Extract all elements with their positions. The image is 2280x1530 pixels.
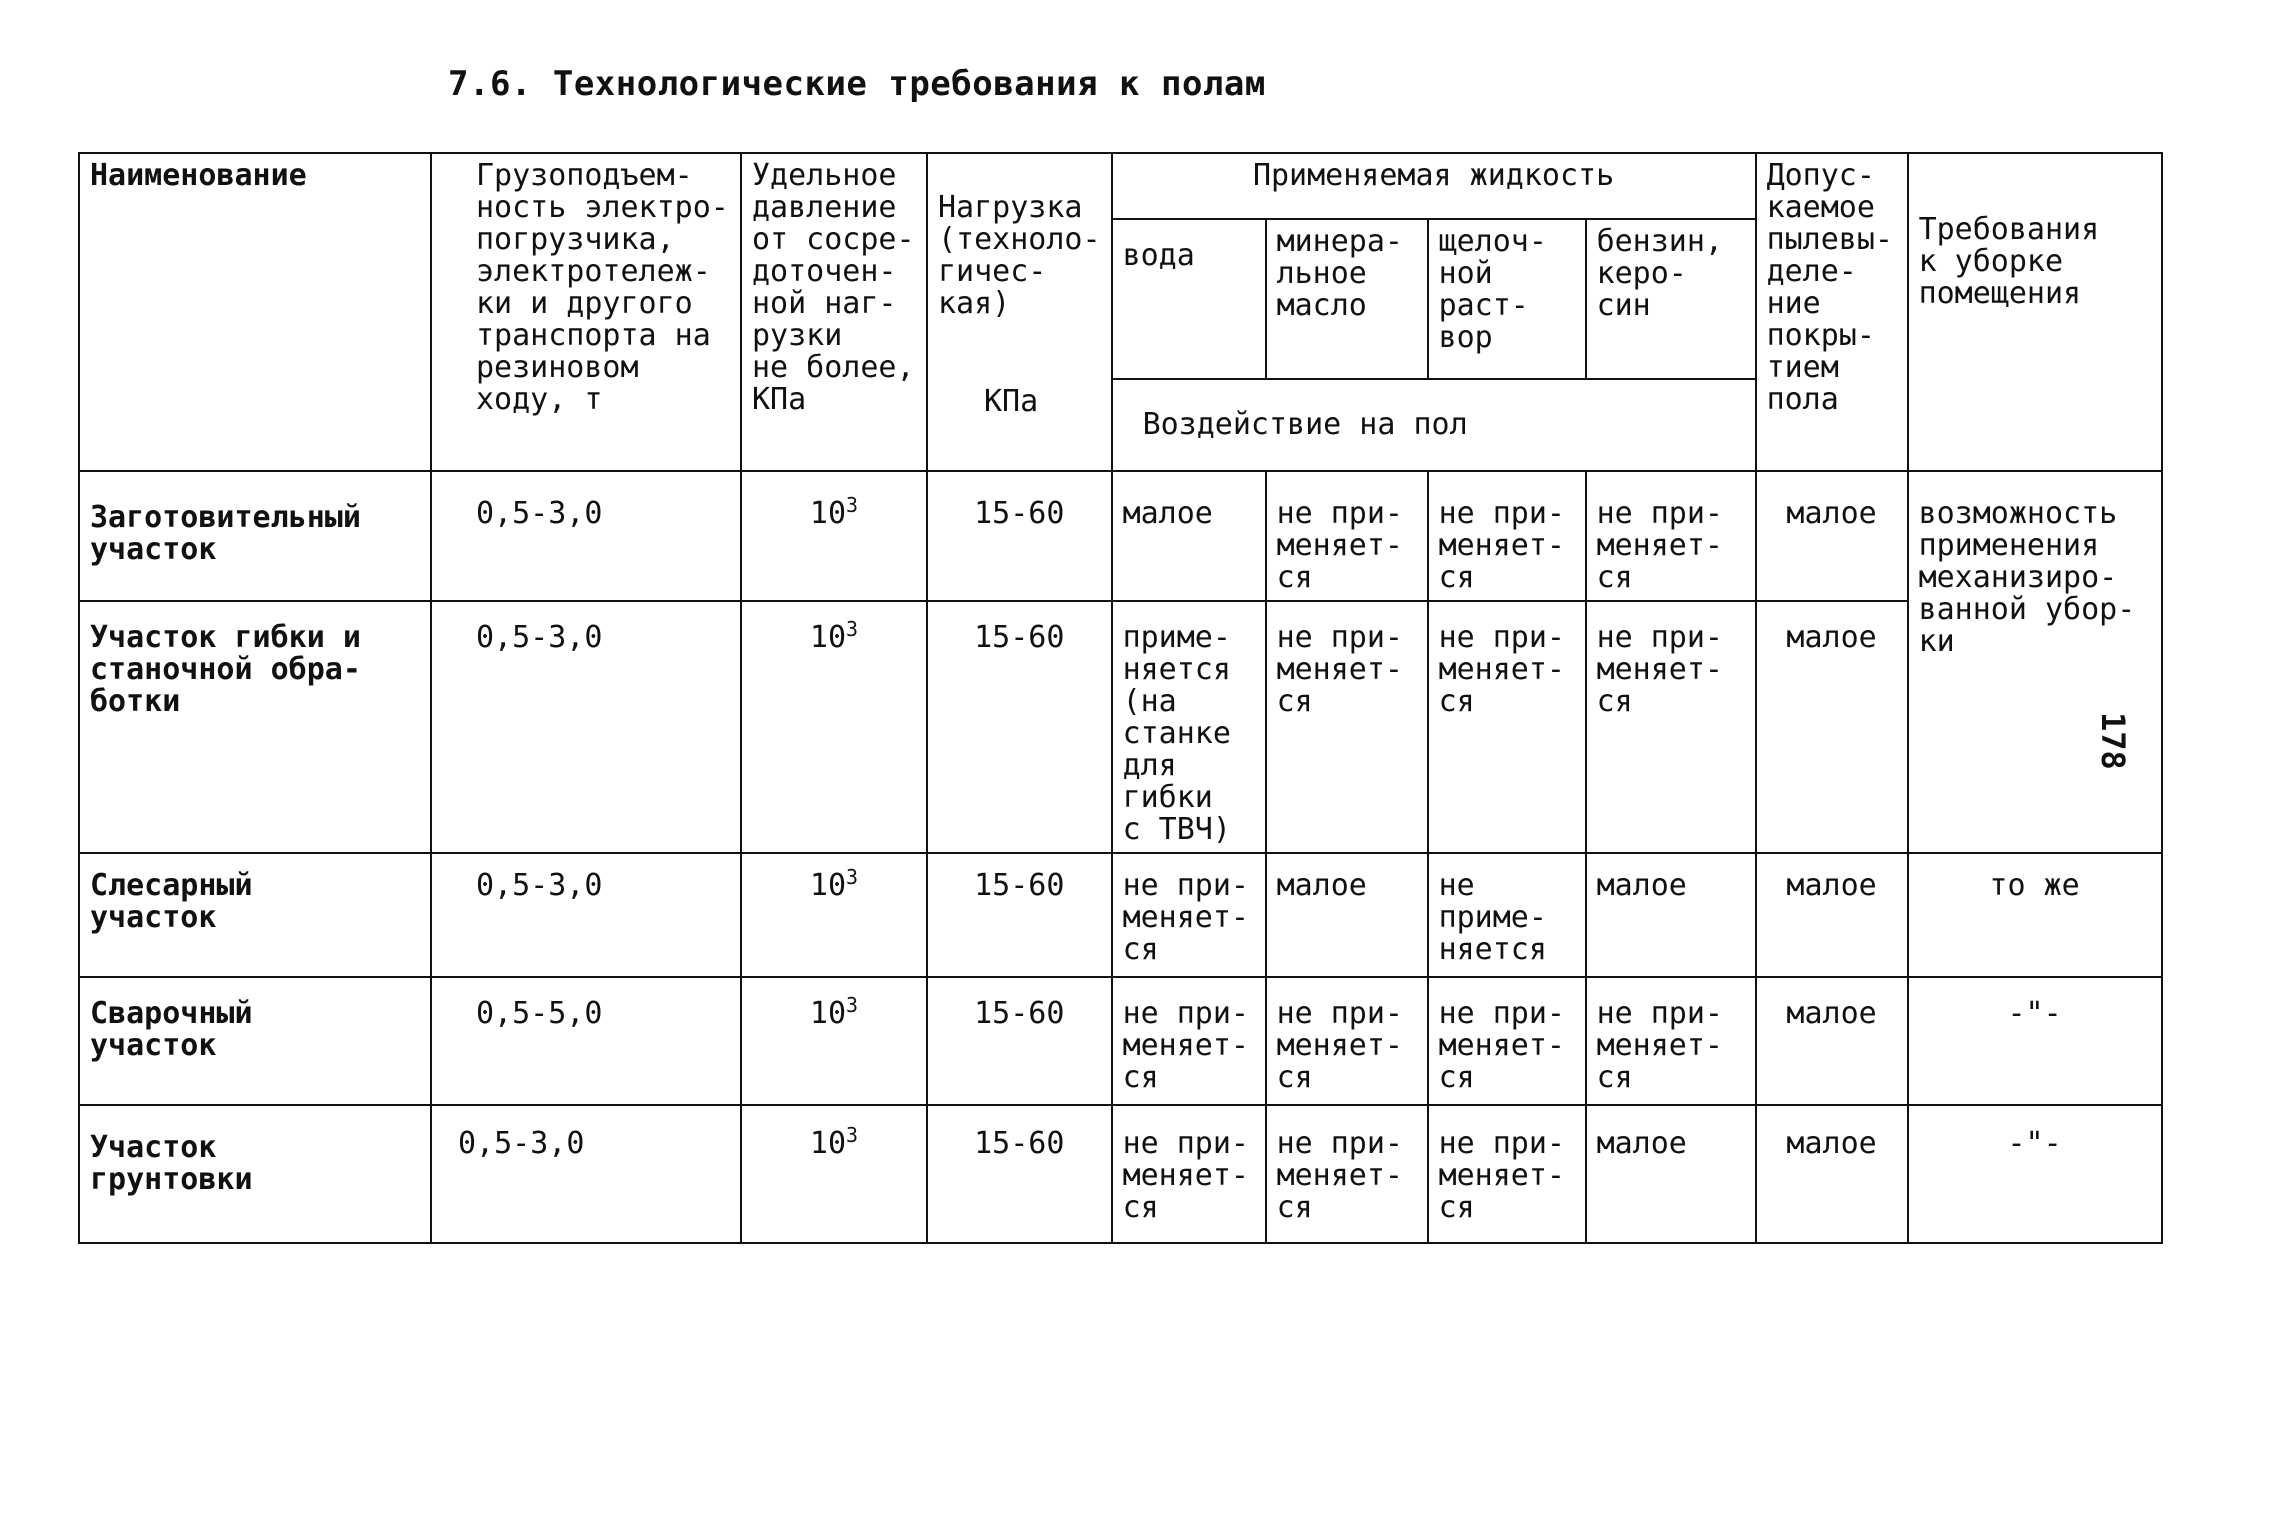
row-petrol: малое xyxy=(1586,1105,1756,1243)
header-load-text: Нагрузка (техноло- гичес- кая) xyxy=(938,190,1101,321)
header-fluid-alkali: щелоч- ной раст- вор xyxy=(1428,219,1586,379)
row-cleaning: то же xyxy=(1908,853,2162,977)
row-capacity: 0,5-3,0 xyxy=(431,471,741,601)
row-alkali: не приме- няется xyxy=(1428,853,1586,977)
header-fluid-petrol: бензин, керо- син xyxy=(1586,219,1756,379)
row-petrol: не при- меняет- ся xyxy=(1586,471,1756,601)
row-dust: малое xyxy=(1756,977,1908,1105)
pressure-base: 10 xyxy=(809,620,847,655)
pressure-base: 10 xyxy=(809,868,847,903)
row-pressure xyxy=(741,977,927,1105)
row-pressure xyxy=(741,1105,927,1243)
table-row xyxy=(79,471,2162,601)
row-capacity: 0,5-3,0 xyxy=(431,1105,741,1243)
pressure-exponent: 3 xyxy=(846,493,859,517)
pressure-exponent: 3 xyxy=(846,617,859,641)
row-dust: малое xyxy=(1756,471,1908,601)
row-load: 15-60 xyxy=(927,471,1112,601)
row-alkali: не при- меняет- ся xyxy=(1428,1105,1586,1243)
row-name: Сварочный участок xyxy=(79,977,431,1105)
page-number: 178 xyxy=(2094,712,2132,770)
row-dust: малое xyxy=(1756,601,1908,853)
table-row xyxy=(79,977,2162,1105)
row-capacity: 0,5-5,0 xyxy=(431,977,741,1105)
page-title: 7.6. Технологические требования к полам xyxy=(448,64,1266,104)
header-fluid-oil: минера- льное масло xyxy=(1266,219,1428,379)
row-cleaning: -"- xyxy=(1908,977,2162,1105)
row-load: 15-60 xyxy=(927,1105,1112,1243)
floor-requirements-table xyxy=(78,152,2163,1244)
row-load: 15-60 xyxy=(927,977,1112,1105)
row-dust: малое xyxy=(1756,1105,1908,1243)
row-alkali: не при- меняет- ся xyxy=(1428,977,1586,1105)
row-pressure xyxy=(741,471,927,601)
row-name: Заготовительный участок xyxy=(79,471,431,601)
header-dust: Допус- каемое пылевы- деле- ние покры- тием пола xyxy=(1756,153,1908,471)
row-cleaning: -"- xyxy=(1908,1105,2162,1243)
header-name: Наименование xyxy=(79,153,431,471)
row-load: 15-60 xyxy=(927,853,1112,977)
row-petrol: малое xyxy=(1586,853,1756,977)
row-water: не при- меняет- ся xyxy=(1112,1105,1266,1243)
row-oil: не при- меняет- ся xyxy=(1266,1105,1428,1243)
pressure-exponent: 3 xyxy=(846,993,859,1017)
row-alkali: не при- меняет- ся xyxy=(1428,471,1586,601)
row-load: 15-60 xyxy=(927,601,1112,853)
pressure-exponent: 3 xyxy=(846,865,859,889)
header-fluid-group: Применяемая жидкость xyxy=(1112,153,1756,219)
row-capacity: 0,5-3,0 xyxy=(431,601,741,853)
row-water: малое xyxy=(1112,471,1266,601)
row-dust: малое xyxy=(1756,853,1908,977)
row-oil: не при- меняет- ся xyxy=(1266,601,1428,853)
header-pressure: Удельное давление от сосре- доточен- ной наг- рузки не более, КПа xyxy=(741,153,927,471)
pressure-exponent: 3 xyxy=(846,1123,859,1147)
header-impact: Воздействие на пол xyxy=(1112,379,1756,471)
row-oil: не при- меняет- ся xyxy=(1266,977,1428,1105)
table-row xyxy=(79,853,2162,977)
row-name: Участок грунтовки xyxy=(79,1105,431,1243)
row-water: приме- няется (на станке для гибки с ТВЧ) xyxy=(1112,601,1266,853)
header-cleaning: Требования к уборке помещения xyxy=(1908,153,2162,471)
row-name: Слесарный участок xyxy=(79,853,431,977)
header-load-unit: КПа xyxy=(984,384,1039,419)
row-petrol: не при- меняет- ся xyxy=(1586,601,1756,853)
table-row xyxy=(79,601,2162,853)
row-pressure xyxy=(741,601,927,853)
row-petrol: не при- меняет- ся xyxy=(1586,977,1756,1105)
header-fluid-water: вода xyxy=(1112,219,1266,379)
row-alkali: не при- меняет- ся xyxy=(1428,601,1586,853)
row-cleaning: возможность применения механизиро- ванной убор- ки xyxy=(1908,471,2162,853)
pressure-base: 10 xyxy=(809,996,847,1031)
header-row-1 xyxy=(79,153,2162,219)
row-oil: не при- меняет- ся xyxy=(1266,471,1428,601)
header-load xyxy=(927,153,1112,471)
row-name: Участок гибки и станочной обра- ботки xyxy=(79,601,431,853)
pressure-base: 10 xyxy=(809,496,847,531)
pressure-base: 10 xyxy=(809,1126,847,1161)
row-water: не при- меняет- ся xyxy=(1112,977,1266,1105)
row-capacity: 0,5-3,0 xyxy=(431,853,741,977)
table-row xyxy=(79,1105,2162,1243)
header-capacity: Грузоподъем- ность электро- погрузчика, электротележ- ки и другого транспорта на резиновом ходу, т xyxy=(431,153,741,471)
row-pressure xyxy=(741,853,927,977)
row-water: не при- меняет- ся xyxy=(1112,853,1266,977)
row-oil: малое xyxy=(1266,853,1428,977)
